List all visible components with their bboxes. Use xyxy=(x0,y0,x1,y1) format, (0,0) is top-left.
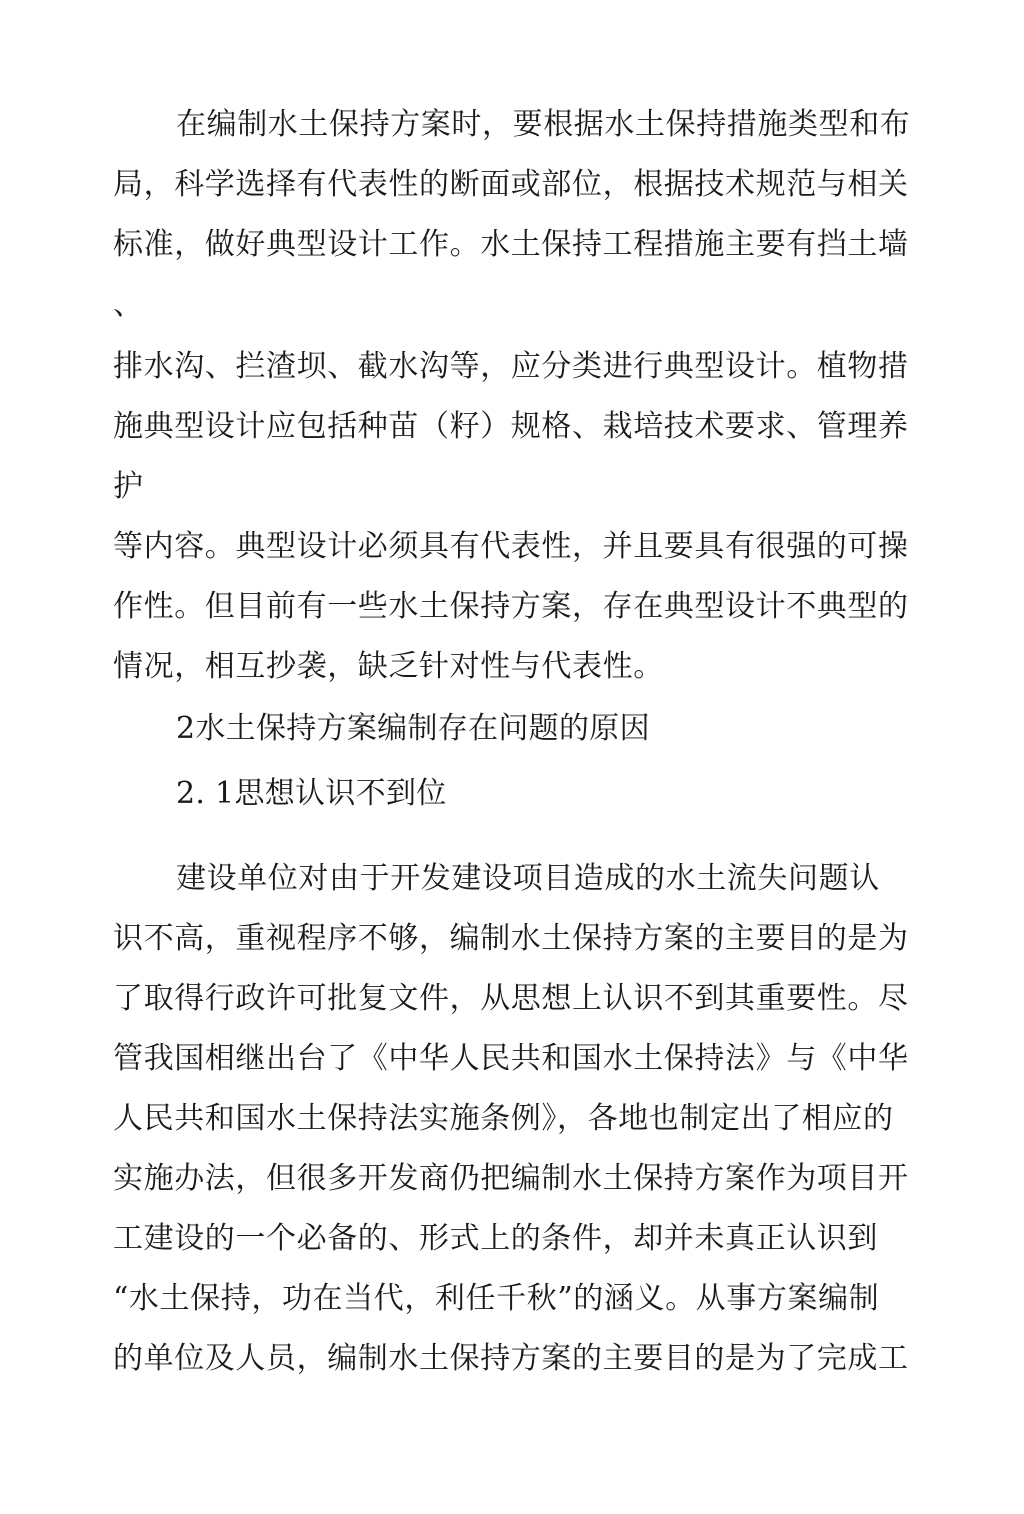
paragraph-line: 施典型设计应包括种苗（籽）规格、栽培技术要求、管理养 xyxy=(113,409,909,444)
paragraph-line: 人民共和国水土保持法实施条例》，各地也制定出了相应的 xyxy=(113,1101,894,1136)
paragraph-line: 等内容。典型设计必须具有代表性，并且要具有很强的可操 xyxy=(113,529,909,564)
paragraph-line: 、 xyxy=(113,287,144,322)
paragraph-line: 排水沟、拦渣坝、截水沟等，应分类进行典型设计。植物措 xyxy=(113,349,909,384)
section-heading: 2水土保持方案编制存在问题的原因 xyxy=(176,711,650,746)
paragraph-line: 标准，做好典型设计工作。水土保持工程措施主要有挡土墙 xyxy=(113,227,909,262)
paragraph-line: 的单位及人员，编制水土保持方案的主要目的是为了完成工 xyxy=(113,1341,909,1376)
paragraph-line: 情况，相互抄袭，缺乏针对性与代表性。 xyxy=(113,649,664,684)
paragraph-line: 工建设的一个必备的、形式上的条件，却并未真正认识到 xyxy=(113,1221,878,1256)
subsection-heading: 2. 1思想认识不到位 xyxy=(176,776,447,811)
paragraph-line: 管我国相继出台了《中华人民共和国水土保持法》与《中华 xyxy=(113,1041,909,1076)
paragraph-line: 护 xyxy=(113,469,144,504)
paragraph-line: 识不高，重视程序不够，编制水土保持方案的主要目的是为 xyxy=(113,921,909,956)
paragraph-line: 局，科学选择有代表性的断面或部位，根据技术规范与相关 xyxy=(113,167,909,202)
paragraph-line: “水土保持，功在当代，利任千秋”的涵义。从事方案编制 xyxy=(113,1281,880,1316)
paragraph-line: 了取得行政许可批复文件，从思想上认识不到其重要性。尽 xyxy=(113,981,909,1016)
paragraph-line: 实施办法，但很多开发商仍把编制水土保持方案作为项目开 xyxy=(113,1161,909,1196)
paragraph-line: 在编制水土保持方案时，要根据水土保持措施类型和布 xyxy=(176,107,911,142)
paragraph-line: 作性。但目前有一些水土保持方案，存在典型设计不典型的 xyxy=(113,589,909,624)
paragraph-line: 建设单位对由于开发建设项目造成的水土流失问题认 xyxy=(176,861,880,896)
